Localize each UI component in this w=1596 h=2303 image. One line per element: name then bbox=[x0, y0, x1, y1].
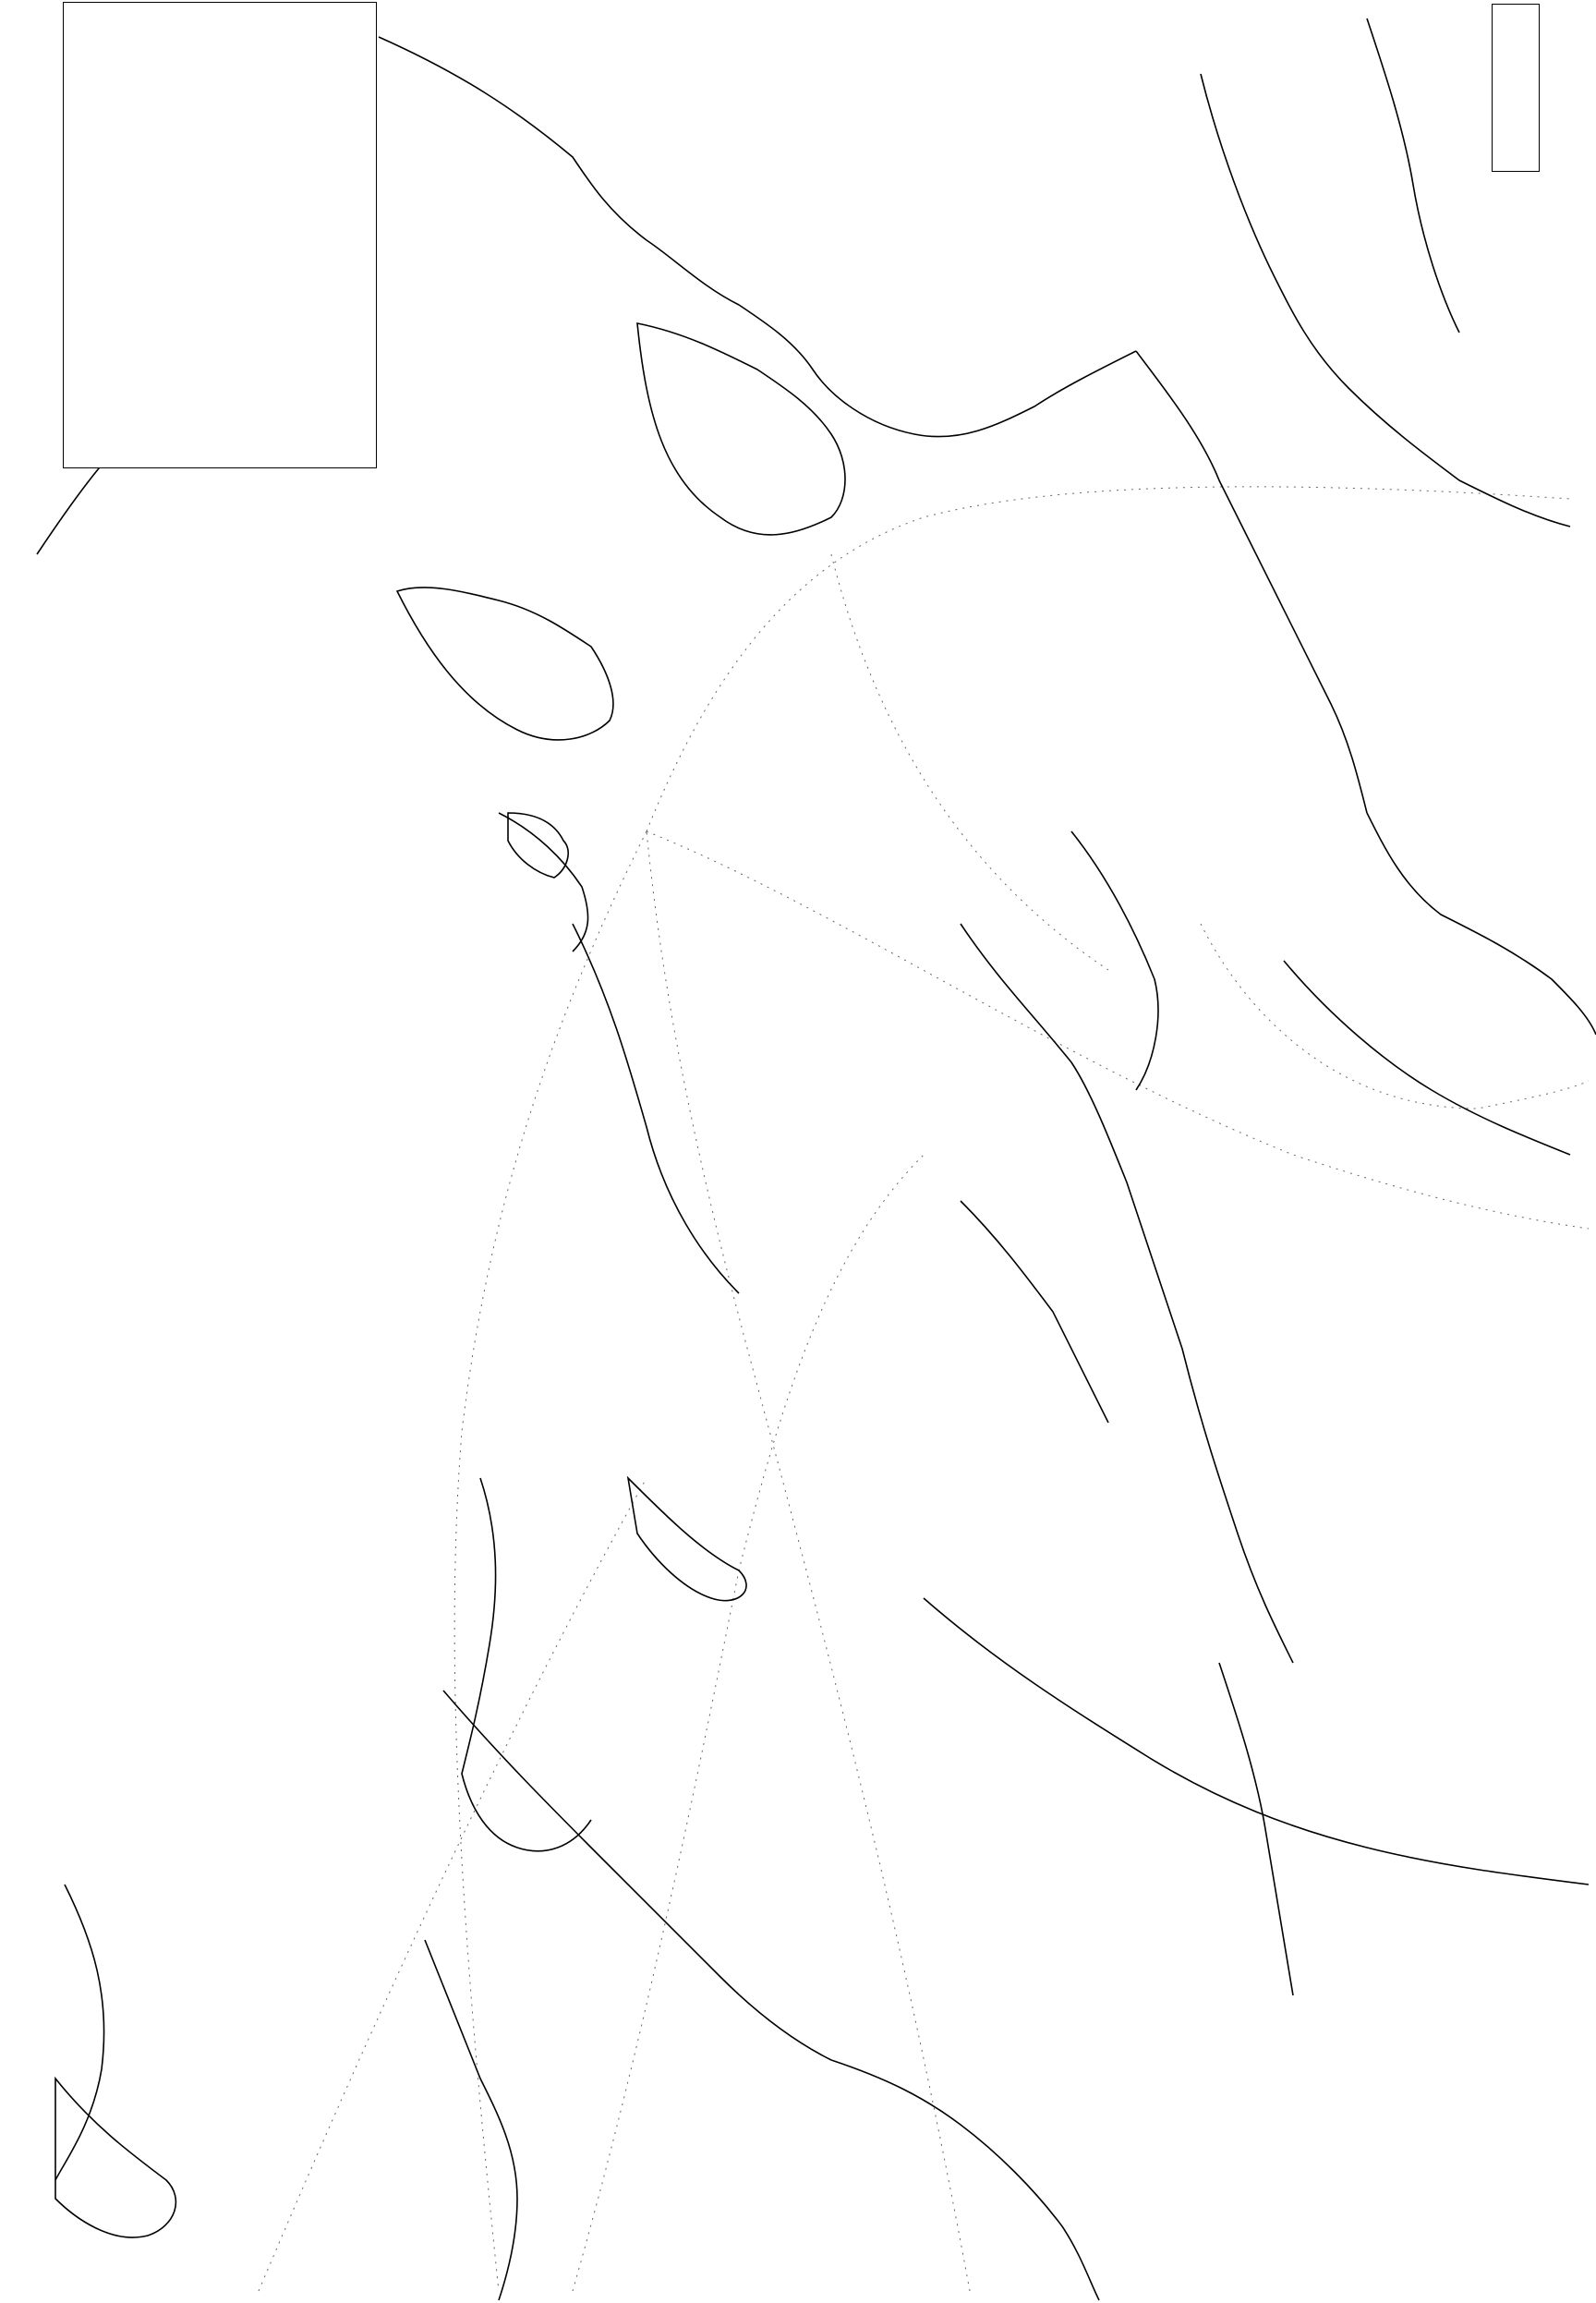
product-code-box bbox=[1492, 4, 1540, 172]
header-text-rotated bbox=[216, 14, 225, 457]
chart-header bbox=[63, 2, 377, 468]
